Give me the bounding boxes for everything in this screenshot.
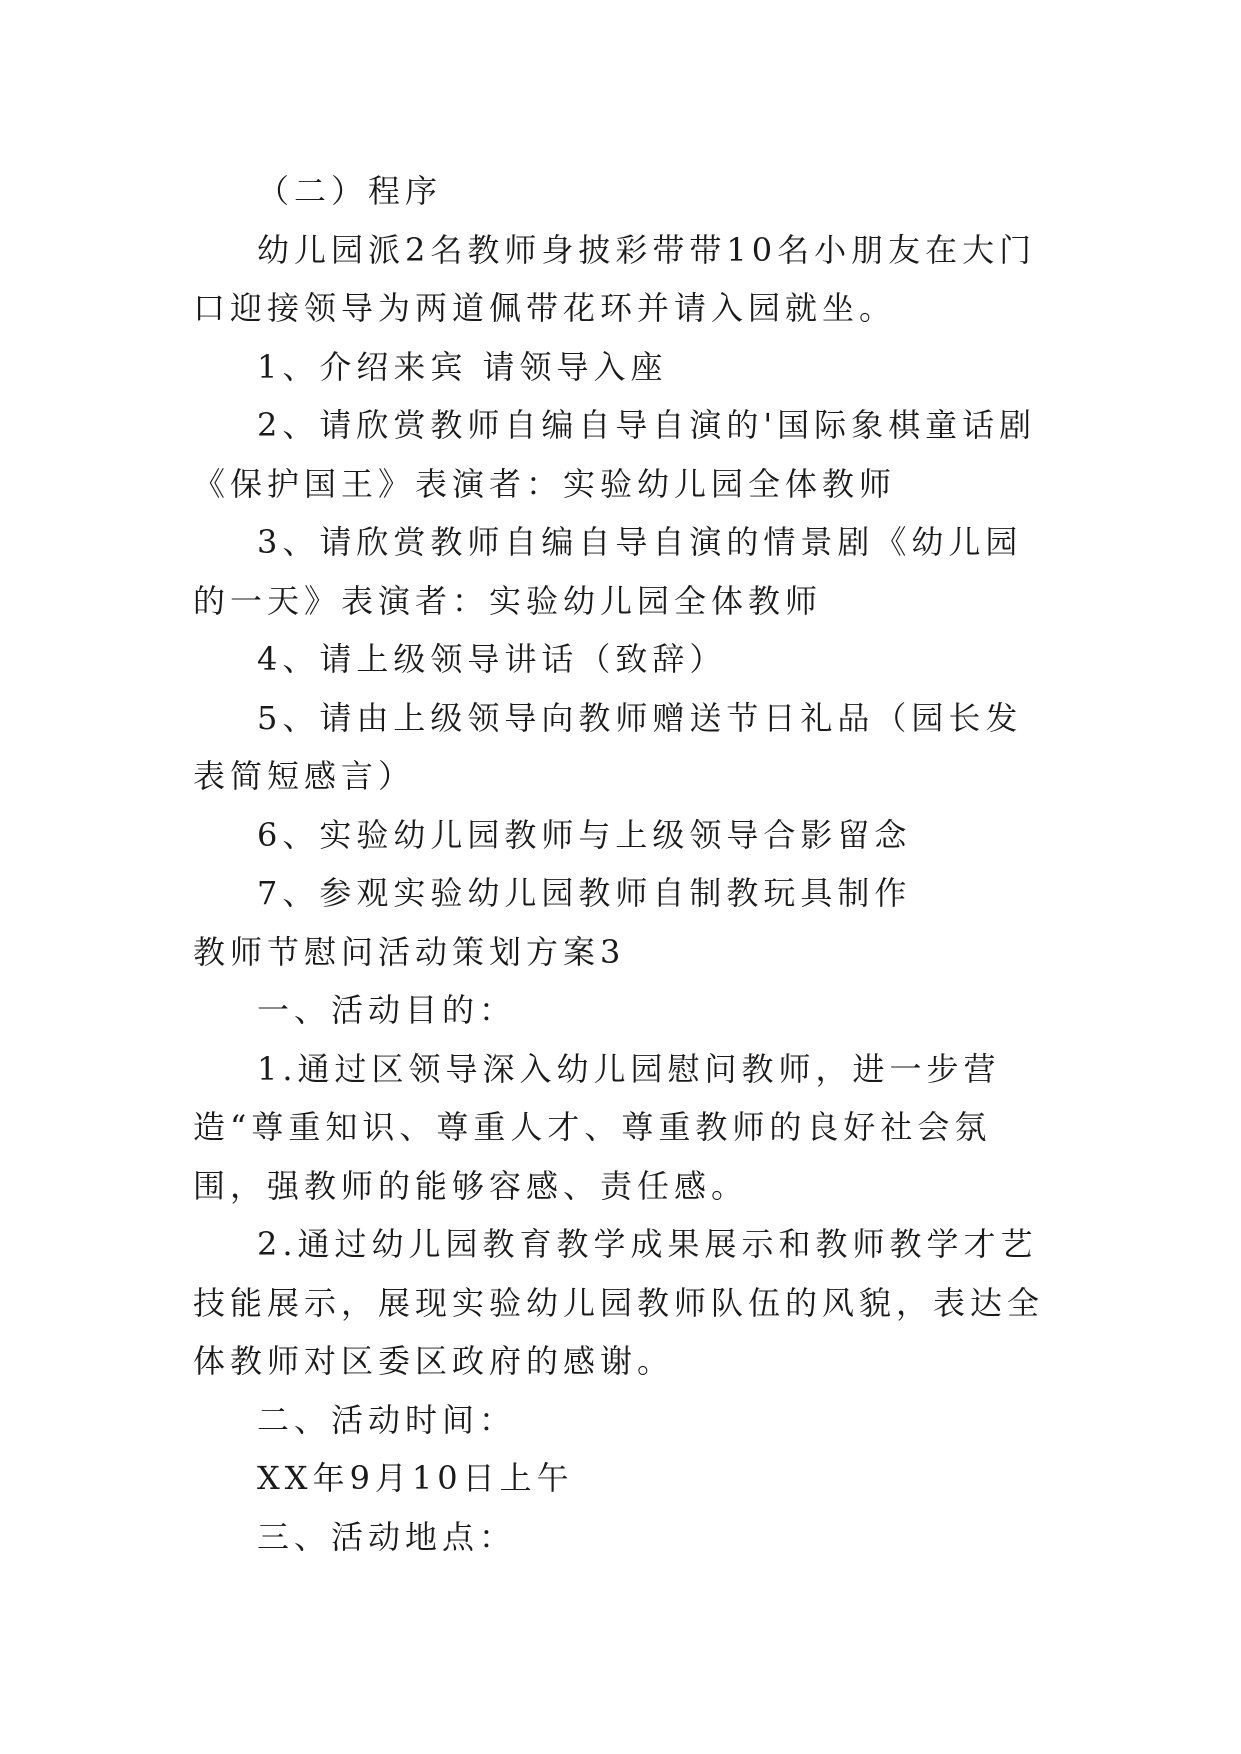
step-6: 6、实验幼儿园教师与上级领导合影留念 <box>257 815 912 854</box>
step-3: 3、请欣赏教师自编自导自演的情景剧《幼儿园的一天》表演者：实验幼儿园全体教师 <box>193 523 1023 620</box>
plan-title: 教师节慰问活动策划方案3 <box>193 932 626 971</box>
section-heading-time: 二、活动时间： <box>257 1400 517 1439</box>
step-4: 4、请上级领导讲话（致辞） <box>257 640 727 678</box>
document-body <box>193 162 1053 1566</box>
step-5: 5、请由上级领导向教师赠送节日礼品（园长发表简短感言） <box>193 698 1023 795</box>
purpose-item-1: 1.通过区领导深入幼儿园慰问教师，进一步营造“尊重知识、尊重人才、尊重教师的良好社会氛围，强教师的能够容感、责任感。 <box>193 1049 1001 1205</box>
purpose-item-2: 2.通过幼儿园教育教学成果展示和教师教学才艺技能展示，展现实验幼儿园教师队伍的风貌，表达全体教师对区委区政府的感谢。 <box>193 1225 1045 1380</box>
section-heading-procedure: （二）程序 <box>257 172 443 210</box>
section-heading-location: 三、活动地点： <box>257 1517 517 1556</box>
activity-time: XX年9月10日上午 <box>257 1459 574 1497</box>
step-7: 7、参观实验幼儿园教师自制教玩具制作 <box>257 874 912 912</box>
section-heading-purpose: 一、活动目的： <box>257 991 517 1029</box>
step-1: 1、介绍来宾 请领导入座 <box>257 347 668 386</box>
step-2: 2、请欣赏教师自编自导自演的'国际象棋童话剧《保护国王》表演者：实验幼儿园全体教师 <box>193 406 1037 503</box>
paragraph-welcome: 幼儿园派2名教师身披彩带带10名小朋友在大门口迎接领导为两道佩带花环并请入园就坐。 <box>193 230 1037 327</box>
